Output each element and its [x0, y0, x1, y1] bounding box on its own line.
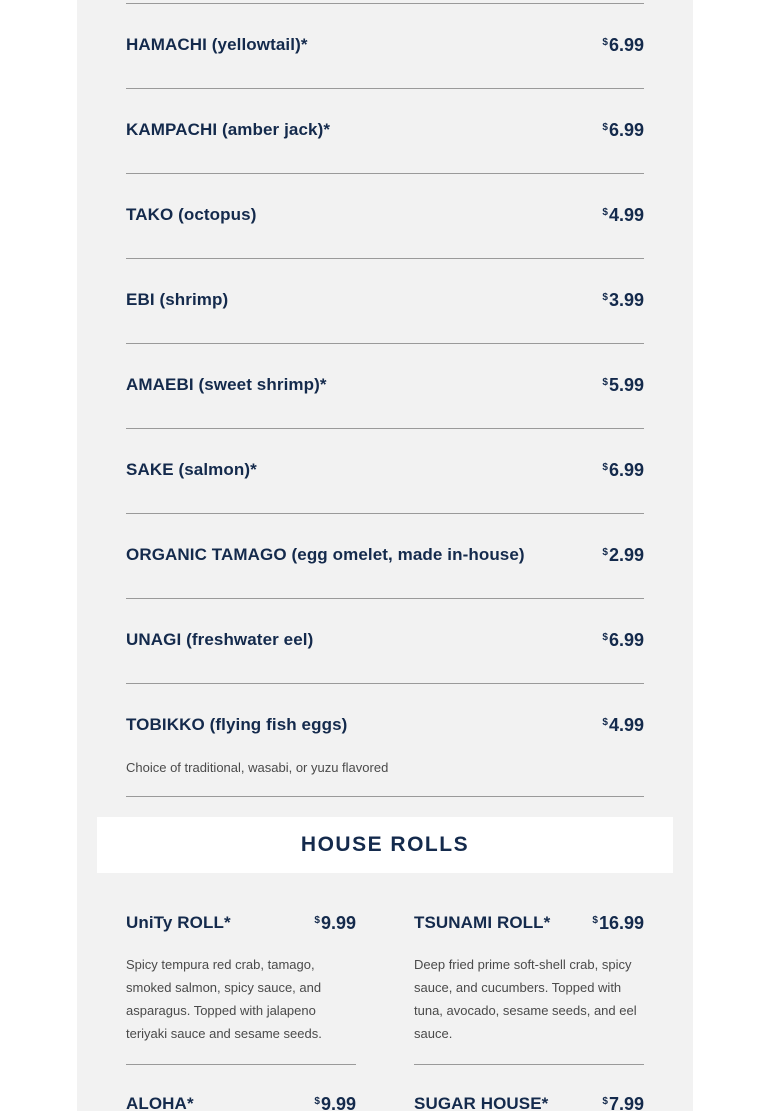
roll-name: ALOHA*	[126, 1094, 194, 1113]
menu-item-sake[interactable]	[126, 428, 644, 513]
item-price: $6.99	[602, 35, 644, 55]
roll-name: UniTy ROLL*	[126, 913, 231, 932]
divider	[126, 1064, 356, 1065]
item-price: $5.99	[602, 375, 644, 395]
roll-price: $9.99	[314, 1094, 356, 1114]
menu-item-hamachi[interactable]	[126, 3, 644, 88]
item-name: TAKO (octopus)	[126, 205, 257, 224]
menu-item-kampachi[interactable]	[126, 88, 644, 173]
roll-price: $9.99	[314, 913, 356, 933]
item-name: EBI (shrimp)	[126, 290, 229, 309]
item-name: UNAGI (freshwater eel)	[126, 630, 314, 649]
item-price: $6.99	[602, 120, 644, 140]
menu-item-amaebi[interactable]	[126, 343, 644, 428]
menu-item-tobikko[interactable]	[126, 683, 644, 797]
menu-item-tako[interactable]	[126, 173, 644, 258]
item-name: HAMACHI (yellowtail)*	[126, 35, 308, 54]
item-name: SAKE (salmon)*	[126, 460, 257, 479]
roll-name: TSUNAMI ROLL*	[414, 913, 551, 932]
nigiri-list	[126, 3, 644, 797]
item-price: $3.99	[602, 290, 644, 310]
item-price: $4.99	[602, 715, 644, 735]
item-description: Choice of traditional, wasabi, or yuzu flavored	[126, 760, 389, 775]
section-header-house-rolls	[97, 817, 673, 873]
menu-item-unagi[interactable]	[126, 598, 644, 683]
roll-price: $16.99	[592, 913, 644, 933]
roll-description: Deep fried prime soft-shell crab, spicy sauce, and cucumbers. Topped with tuna, avocado, sesame seeds, and eel sauce.	[414, 957, 637, 1041]
item-price: $6.99	[602, 630, 644, 650]
menu-item-tamago[interactable]	[126, 513, 644, 598]
item-name: AMAEBI (sweet shrimp)*	[126, 375, 327, 394]
section-title: HOUSE ROLLS	[300, 833, 470, 856]
divider	[414, 1064, 644, 1065]
item-price: $4.99	[602, 205, 644, 225]
item-price: $2.99	[602, 545, 644, 565]
item-name: KAMPACHI (amber jack)*	[126, 120, 331, 139]
roll-description: Spicy tempura red crab, tamago, smoked salmon, spicy sauce, and asparagus. Topped with jalapeno teriyaki sauce and sesame seeds.	[126, 957, 322, 1041]
item-name: ORGANIC TAMAGO (egg omelet, made in-house)	[126, 545, 525, 564]
menu-item-ebi[interactable]	[126, 258, 644, 343]
item-name: TOBIKKO (flying fish eggs)	[126, 715, 348, 734]
roll-price: $7.99	[602, 1094, 644, 1114]
item-price: $6.99	[602, 460, 644, 480]
roll-name: SUGAR HOUSE*	[414, 1094, 549, 1113]
